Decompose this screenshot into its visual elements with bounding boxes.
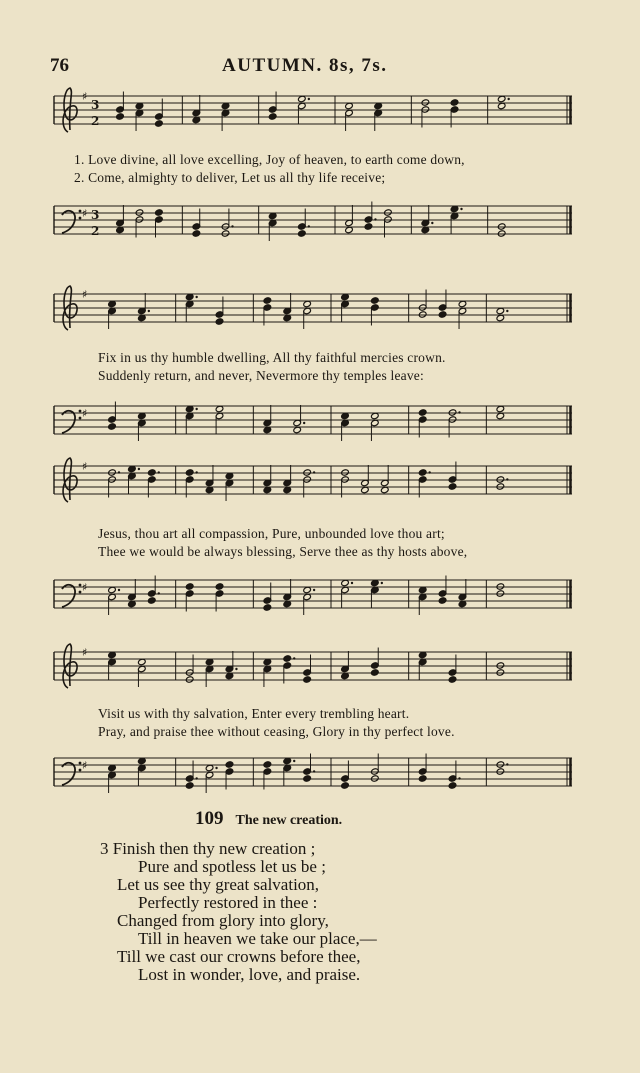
page-header (50, 55, 570, 79)
time-signature-bottom: 2 (91, 114, 100, 128)
note-dot (460, 208, 462, 210)
bass-clef-icon (62, 411, 75, 433)
note-dot (458, 777, 460, 779)
note-head (263, 297, 272, 304)
music-system-4 (54, 644, 572, 794)
note-head (116, 113, 125, 120)
bass-clef-icon (62, 585, 75, 607)
note-dot (506, 310, 508, 312)
note-dot (374, 218, 376, 220)
note-head (438, 597, 447, 604)
note-head (438, 311, 447, 318)
verse-line: Changed from glory into glory, (117, 911, 329, 930)
note-head (225, 761, 234, 768)
sharp-sign-icon: ♯ (82, 759, 88, 772)
treble-staff (54, 644, 572, 688)
music-system-1 (54, 88, 572, 242)
note-dot (303, 422, 305, 424)
sharp-sign-icon: ♯ (82, 90, 88, 103)
lyric-line-2: 2. Come, almighty to deliver, Let us all thy life receive; (74, 170, 386, 185)
note-head (263, 604, 272, 611)
sharp-sign-icon: ♯ (82, 460, 88, 473)
note-head (298, 230, 307, 237)
note-dot (293, 657, 295, 659)
hymn-number: 109 (195, 808, 224, 829)
note-head (371, 669, 380, 676)
bass-clef-dot (79, 762, 82, 765)
bass-clef-dot (79, 217, 82, 220)
note-head (418, 409, 427, 416)
note-dot (507, 98, 509, 100)
note-dot (458, 411, 460, 413)
note-dot (148, 310, 150, 312)
note-dot (195, 296, 197, 298)
note-head (448, 676, 457, 683)
hymn-verse (100, 840, 377, 984)
note-head (185, 469, 194, 476)
lyric-line-2: Thee we would be always blessing, Serve thee as thy hosts above, (98, 544, 468, 559)
sharp-sign-icon: ♯ (82, 581, 88, 594)
note-head (108, 423, 117, 430)
lyric-line-2: Suddenly return, and never, Nevermore thy temples leave: (98, 368, 424, 383)
tune-meter: 8s, 7s. (329, 55, 388, 76)
note-head (448, 782, 457, 789)
note-head (448, 483, 457, 490)
note-dot (428, 471, 430, 473)
note-dot (195, 777, 197, 779)
bass-clef-icon (62, 211, 75, 233)
bass-clef-dot (79, 210, 82, 213)
bass-clef-icon (62, 763, 75, 785)
lyric-line-1: 1. Love divine, all love excelling, Joy of heaven, to earth come down, (74, 152, 465, 167)
treble-staff-graphic (54, 88, 572, 132)
treble-staff-graphic (54, 286, 572, 330)
tune-name: AUTUMN. (222, 55, 323, 76)
hymn-heading (195, 808, 342, 830)
treble-staff-graphic (54, 458, 572, 502)
verse-line: Pure and spotless let us be ; (138, 857, 326, 876)
note-dot (431, 222, 433, 224)
bass-clef-dot (79, 584, 82, 587)
note-head (268, 113, 277, 120)
verse-line: Let us see thy great salvation, (117, 875, 320, 894)
lyric-line-1: Visit us with thy salvation, Enter every trembling heart. (98, 706, 410, 721)
note-head (185, 782, 194, 789)
bass-clef-dot (79, 410, 82, 413)
verse-line: Perfectly restored in thee : (138, 893, 318, 912)
note-head (148, 597, 157, 604)
note-head (155, 120, 164, 127)
note-dot (158, 592, 160, 594)
note-dot (118, 589, 120, 591)
treble-staff (54, 458, 572, 502)
time-signature-top: 3 (91, 98, 100, 112)
note-dot (235, 668, 237, 670)
bass-staff-graphic (54, 198, 572, 242)
lyric-line-1: Fix in us thy humble dwelling, All thy faithful mercies crown. (98, 350, 446, 365)
note-dot (381, 582, 383, 584)
treble-staff (54, 88, 572, 132)
note-dot (158, 471, 160, 473)
lyric-line-1: Jesus, thou art all compassion, Pure, unbounded love thou art; (98, 526, 445, 541)
treble-staff-graphic (54, 644, 572, 688)
note-head (215, 318, 224, 325)
bass-staff (54, 398, 572, 442)
bass-staff-graphic (54, 750, 572, 794)
note-head (148, 469, 157, 476)
note-dot (195, 471, 197, 473)
bass-clef-dot (79, 591, 82, 594)
bass-staff-graphic (54, 398, 572, 442)
note-head (283, 655, 292, 662)
note-head (215, 583, 224, 590)
note-head (303, 775, 312, 782)
bass-staff (54, 572, 572, 616)
note-dot (118, 471, 120, 473)
note-dot (293, 760, 295, 762)
verse-line: Lost in wonder, love, and praise. (138, 965, 361, 984)
note-head (341, 782, 350, 789)
verse-line: 3 Finish then thy new creation ; (100, 839, 316, 858)
note-dot (313, 770, 315, 772)
note-head (303, 676, 312, 683)
page-number: 76 (50, 55, 69, 76)
note-dot (308, 98, 310, 100)
bass-clef-dot (79, 769, 82, 772)
note-head (450, 99, 459, 106)
time-signature-bottom: 2 (91, 224, 100, 238)
note-head (263, 761, 272, 768)
sharp-sign-icon: ♯ (82, 646, 88, 659)
note-dot (308, 225, 310, 227)
note-head (418, 775, 427, 782)
note-dot (313, 471, 315, 473)
sharp-sign-icon: ♯ (82, 288, 88, 301)
treble-staff (54, 286, 572, 330)
note-head (185, 583, 194, 590)
bass-clef-dot (79, 417, 82, 420)
note-dot (215, 767, 217, 769)
sharp-sign-icon: ♯ (82, 207, 88, 220)
note-dot (313, 589, 315, 591)
note-dot (195, 408, 197, 410)
bass-staff (54, 750, 572, 794)
verse-line: Till we cast our crowns before thee, (117, 947, 361, 966)
note-dot (506, 763, 508, 765)
tune-title (222, 55, 388, 77)
note-head (155, 209, 164, 216)
music-system-3 (54, 458, 572, 616)
note-dot (231, 225, 233, 227)
music-system-2 (54, 286, 572, 442)
note-dot (506, 478, 508, 480)
note-dot (351, 582, 353, 584)
time-signature-top: 3 (91, 208, 100, 222)
hymn-title: The new creation. (235, 813, 343, 828)
note-dot (138, 468, 140, 470)
note-head (364, 223, 373, 230)
note-head (371, 297, 380, 304)
sharp-sign-icon: ♯ (82, 407, 88, 420)
note-head (192, 230, 201, 237)
note-head (418, 469, 427, 476)
lyric-line-2: Pray, and praise thee without ceasing, Glory in thy perfect love. (98, 724, 455, 739)
verse-line: Till in heaven we take our place,— (138, 929, 377, 948)
bass-staff-graphic (54, 572, 572, 616)
bass-staff (54, 198, 572, 242)
